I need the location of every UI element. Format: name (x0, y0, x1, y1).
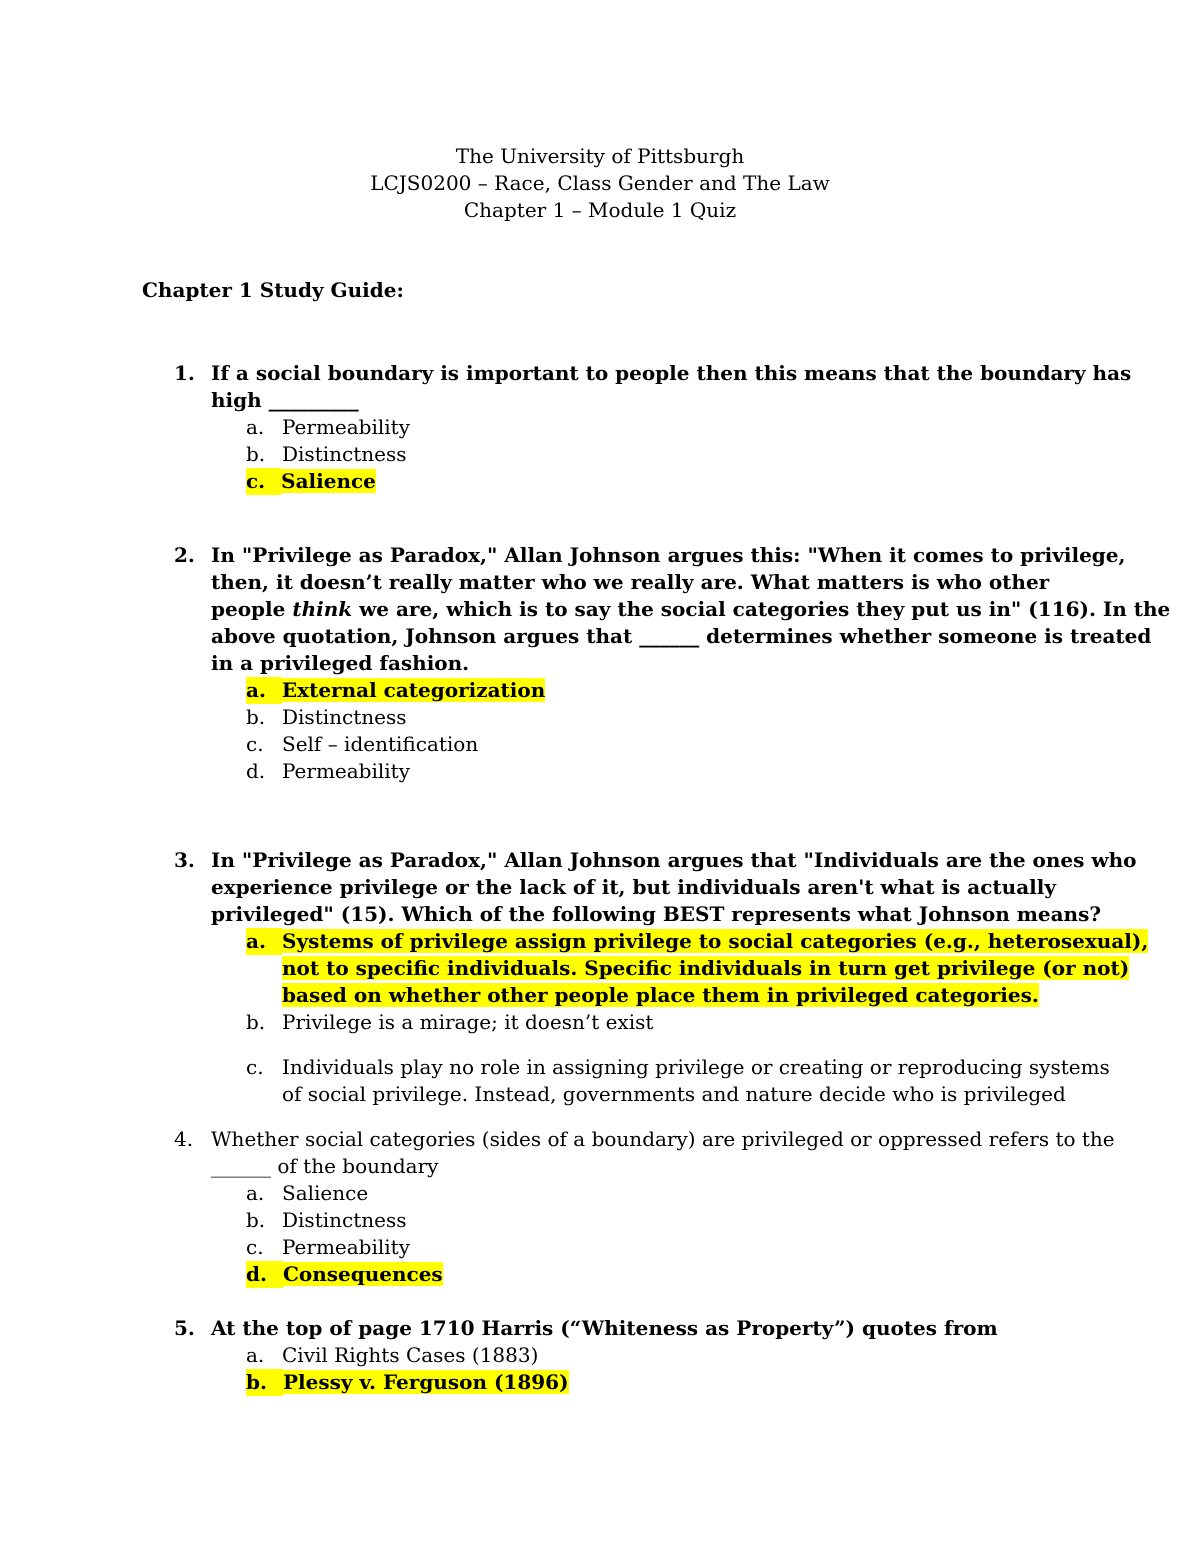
option-text: Plessy v. Ferguson (1896) (282, 1370, 569, 1394)
question-number: 3. (174, 848, 195, 872)
question-text-line: Whether social categories (sides of a boundary) are privileged or oppressed refers to the (211, 1127, 1115, 1151)
question-text-line: In "Privilege as Paradox," Allan Johnson argues that "Individuals are the ones who (211, 848, 1137, 872)
answer-option (246, 441, 407, 468)
answer-option (246, 731, 478, 758)
question-text-line: ______ of the boundary (211, 1154, 439, 1178)
option-letter: b. (246, 705, 266, 729)
option-letter: c. (246, 468, 281, 495)
option-text-line: based on whether other people place them in privileged categories. (282, 983, 1039, 1007)
question-number: 1. (174, 361, 195, 385)
answer-option (246, 1180, 368, 1207)
option-text-line: Individuals play no role in assigning privilege or creating or reproducing systems (282, 1055, 1110, 1079)
answer-option (246, 414, 410, 441)
option-text-line: Systems of privilege assign privilege to social categories (e.g., heterosexual), (282, 929, 1149, 953)
question-text-line: then, it doesn’t really matter who we really are. What matters is who other (211, 570, 1050, 594)
answer-option (246, 758, 410, 785)
option-text: Salience (281, 469, 376, 493)
question-number: 2. (174, 543, 195, 567)
option-letter: a. (246, 1343, 265, 1367)
question-text-line: in a privileged fashion. (211, 651, 470, 675)
text-run: people (211, 597, 293, 621)
answer-option (246, 1234, 410, 1261)
option-letter: c. (246, 732, 264, 756)
option-text: Self – identification (282, 732, 479, 756)
option-text: External categorization (281, 678, 546, 702)
question-text-line: above quotation, Johnson argues that ______ determines whether someone is treated (211, 624, 1152, 648)
question-text-line: At the top of page 1710 Harris (“Whiteness as Property”) quotes from (211, 1316, 998, 1340)
answer-option-correct (246, 1369, 569, 1396)
option-letter: b. (246, 1208, 266, 1232)
answer-option-correct (246, 468, 376, 495)
question-number: 5. (174, 1316, 195, 1340)
question-text-line: experience privilege or the lack of it, but individuals aren't what is actually (211, 875, 1056, 899)
question-text-line: If a social boundary is important to people then this means that the boundary has (211, 361, 1132, 385)
option-text: Distinctness (282, 442, 407, 466)
option-text: Permeability (282, 759, 411, 783)
option-letter: b. (246, 1369, 283, 1396)
study-guide-heading: Chapter 1 Study Guide: (142, 278, 404, 302)
option-text: Salience (282, 1181, 369, 1205)
option-letter: b. (246, 442, 266, 466)
question-text-line (211, 596, 1171, 623)
option-letter: c. (246, 1055, 264, 1079)
emphasis-think: think (292, 597, 353, 621)
answer-option (246, 1054, 1110, 1108)
quiz-title: Chapter 1 – Module 1 Quiz (463, 198, 737, 222)
option-letter: d. (246, 759, 266, 783)
answer-option (246, 1009, 653, 1036)
option-text: Privilege is a mirage; it doesn’t exist (282, 1010, 654, 1034)
option-text-line: not to specific individuals. Specific individuals in turn get privilege (or not) (282, 956, 1130, 980)
option-letter: a. (246, 1181, 265, 1205)
option-text: Permeability (282, 1235, 411, 1259)
answer-option (246, 1342, 538, 1369)
answer-option-correct (246, 928, 1149, 1009)
question-text-line: In "Privilege as Paradox," Allan Johnson argues this: "When it comes to privilege, (211, 543, 1126, 567)
option-text: Consequences (282, 1262, 443, 1286)
option-letter: c. (246, 1235, 264, 1259)
question-number: 4. (174, 1127, 194, 1151)
option-text: Permeability (282, 415, 411, 439)
option-letter: d. (246, 1261, 283, 1288)
option-text: Distinctness (282, 1208, 407, 1232)
option-letter: a. (246, 677, 282, 704)
text-run: we are, which is to say the social categories they put us in" (116). In the (352, 597, 1171, 621)
answer-option-correct (246, 677, 545, 704)
question-text-line: privileged" (15). Which of the following BEST represents what Johnson means? (211, 902, 1102, 926)
document-header (0, 143, 1200, 224)
option-text: Civil Rights Cases (1883) (282, 1343, 539, 1367)
answer-option (246, 1207, 407, 1234)
option-letter: a. (246, 928, 282, 955)
university-title: The University of Pittsburgh (455, 144, 745, 168)
option-text-line: of social privilege. Instead, governments and nature decide who is privileged (282, 1082, 1066, 1106)
answer-option (246, 704, 407, 731)
course-title: LCJS0200 – Race, Class Gender and The Law (370, 171, 830, 195)
option-letter: b. (246, 1010, 266, 1034)
option-text: Distinctness (282, 705, 407, 729)
option-letter: a. (246, 415, 265, 439)
answer-option-correct (246, 1261, 443, 1288)
question-text-line: high _________ (211, 388, 359, 412)
